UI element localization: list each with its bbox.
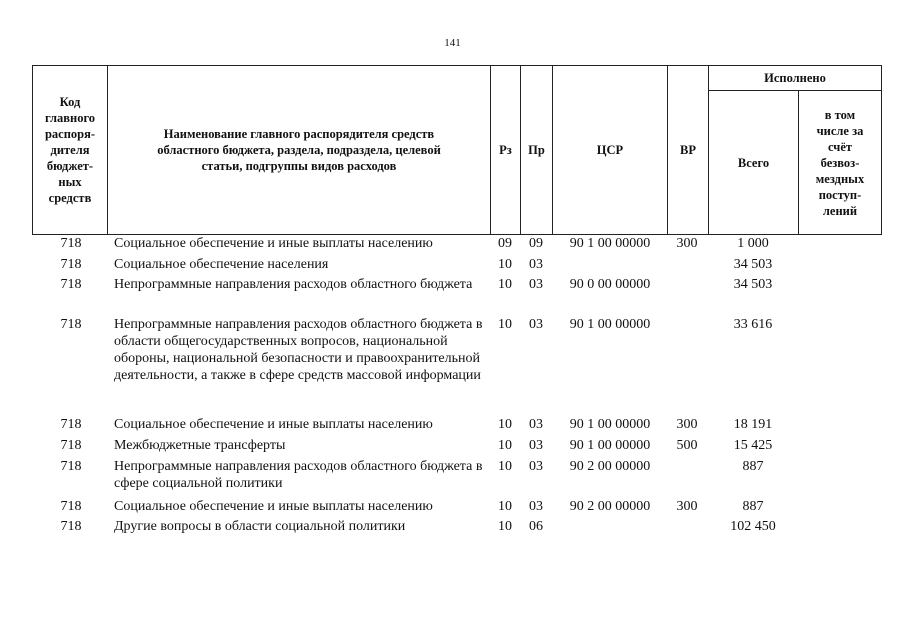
cell-pr: 03 — [529, 257, 543, 272]
cell-code: 718 — [60, 519, 82, 534]
cell-code: 718 — [60, 257, 82, 272]
cell-rz: 10 — [498, 499, 512, 514]
cell-name: Социальное обеспечение населения — [114, 257, 329, 272]
header-vr: ВР — [667, 65, 709, 235]
cell-rz: 10 — [498, 317, 512, 332]
cell-code: 718 — [60, 236, 82, 251]
cell-csr: 90 1 00 00000 — [569, 317, 651, 332]
cell-name: Социальное обеспечение и иные выплаты населению — [114, 236, 433, 251]
cell-code: 718 — [60, 277, 82, 292]
cell-total: 15 425 — [733, 438, 773, 453]
header-executed: Исполнено — [708, 65, 882, 91]
header-name: Наименование главного распорядителя средств областного бюджета, раздела, подраздела, целевой статьи, подгруппы видов расходов — [107, 65, 491, 235]
cell-rz: 10 — [498, 438, 512, 453]
cell-csr: 90 1 00 00000 — [569, 236, 651, 251]
cell-code: 718 — [60, 417, 82, 432]
cell-total: 33 616 — [733, 317, 773, 332]
cell-pr: 03 — [529, 317, 543, 332]
cell-vr: 500 — [676, 438, 698, 453]
cell-pr: 03 — [529, 438, 543, 453]
cell-pr: 03 — [529, 277, 543, 292]
cell-total: 1 000 — [737, 236, 769, 251]
cell-rz: 10 — [498, 459, 512, 474]
cell-pr: 03 — [529, 459, 543, 474]
cell-rz: 10 — [498, 277, 512, 292]
cell-total: 887 — [742, 499, 764, 514]
cell-rz: 10 — [498, 257, 512, 272]
cell-csr: 90 2 00 00000 — [569, 459, 651, 474]
cell-csr: 90 1 00 00000 — [569, 417, 651, 432]
cell-code: 718 — [60, 438, 82, 453]
cell-pr: 09 — [529, 236, 543, 251]
cell-total: 34 503 — [733, 277, 773, 292]
cell-name: Другие вопросы в области социальной политики — [114, 519, 406, 534]
header-code: Код главного распоря- дителя бюджет- ных средств — [32, 65, 108, 235]
cell-code: 718 — [60, 499, 82, 514]
cell-total: 34 503 — [733, 257, 773, 272]
cell-name: Межбюджетные трансферты — [114, 438, 286, 453]
header-total: Всего — [708, 90, 799, 235]
cell-csr: 90 2 00 00000 — [569, 499, 651, 514]
cell-pr: 03 — [529, 499, 543, 514]
cell-name: Непрограммные направления расходов областного бюджета в области общегосударственных вопросов, национальной обороны, национальной безопасности и правоохранительной деятельности, а также в сфере средств массовой информации — [114, 317, 483, 383]
cell-total: 18 191 — [733, 417, 773, 432]
header-free: в том числе за счёт безвоз- мездных поступ- лений — [798, 90, 882, 235]
header-rz: Рз — [490, 65, 521, 235]
cell-vr: 300 — [676, 499, 698, 514]
cell-vr: 300 — [676, 417, 698, 432]
header-pr: Пр — [520, 65, 553, 235]
page-number: 141 — [444, 37, 461, 49]
cell-csr: 90 0 00 00000 — [569, 277, 651, 292]
cell-rz: 09 — [498, 236, 512, 251]
cell-name: Социальное обеспечение и иные выплаты населению — [114, 499, 433, 514]
cell-pr: 03 — [529, 417, 543, 432]
cell-code: 718 — [60, 459, 82, 474]
cell-name: Непрограммные направления расходов областного бюджета — [114, 277, 473, 292]
header-csr: ЦСР — [552, 65, 668, 235]
cell-code: 718 — [60, 317, 82, 332]
cell-pr: 06 — [529, 519, 543, 534]
cell-total: 887 — [742, 459, 764, 474]
cell-total: 102 450 — [730, 519, 776, 534]
cell-csr: 90 1 00 00000 — [569, 438, 651, 453]
cell-rz: 10 — [498, 519, 512, 534]
cell-vr: 300 — [676, 236, 698, 251]
cell-name: Непрограммные направления расходов областного бюджета в сфере социальной политики — [114, 459, 483, 491]
cell-rz: 10 — [498, 417, 512, 432]
cell-name: Социальное обеспечение и иные выплаты населению — [114, 417, 433, 432]
